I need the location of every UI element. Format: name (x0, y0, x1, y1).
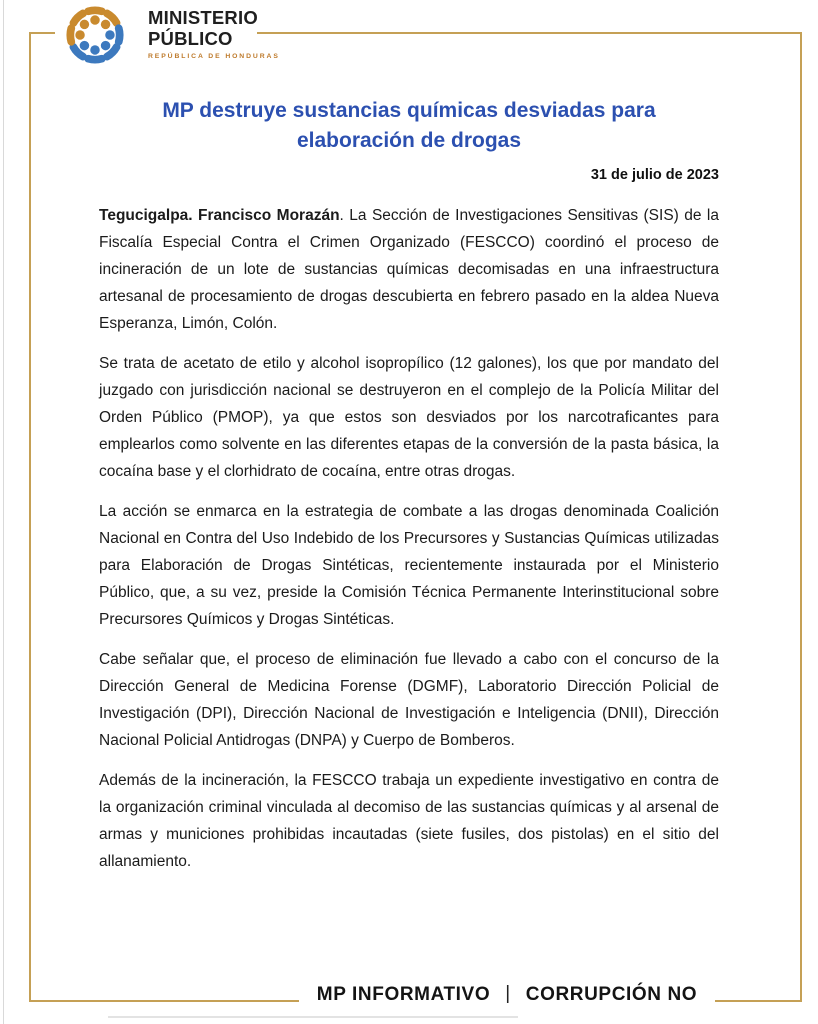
footer-separator: | (505, 983, 511, 1004)
ministerio-publico-logo (55, 0, 280, 72)
logo-title-line1: MINISTERIO (148, 7, 258, 28)
article-title-line1: MP destruye sustancias químicas desviadas para (162, 99, 656, 122)
logo-subtitle: REPÚBLICA DE HONDURAS (148, 53, 280, 60)
article-paragraph (99, 350, 719, 485)
logo-title-line2: PÚBLICO (148, 28, 233, 49)
footer-right-label: CORRUPCIÓN NO (525, 984, 698, 1005)
paragraph-text: Además de la incineración, la FESCCO trabaja un expediente investigativo en contra de la organización criminal vinculada al decomiso de las sustancias químicas y al arsenal de armas y municiones prohibidas incautadas (siete fusiles, dos pistolas) en el sitio del allanamiento. (99, 772, 719, 870)
paragraph-text: Cabe señalar que, el proceso de eliminación fue llevado a cabo con el concurso de la Dirección General de Medicina Forense (DGMF), Laboratorio Dirección Policial de Investigación (DPI), Dirección Nacional de Investigación e Inteligencia (DNII), Dirección Nacional Policial Antidrogas (DNPA) y Cuerpo de Bomberos. (99, 651, 719, 749)
article-paragraph (99, 202, 719, 337)
logo-wordmark (148, 2, 280, 60)
paragraph-text: La acción se enmarca en la estrategia de combate a las drogas denominada Coalición Nacional en Contra del Uso Indebido de los Precursores y Sustancias Químicas utilizadas para Elaboración de Drogas Sintéticas, recientemente instaurada por el Ministerio Público, que, a su vez, preside la Comisión Técnica Permanente Interinstitucional sobre Precursores Químicos y Drogas Sintéticas. (99, 503, 719, 628)
people-circle-emblem-icon (62, 2, 128, 68)
article-paragraph (99, 646, 719, 754)
paragraph-text: . La Sección de Investigaciones Sensitivas (SIS) de la Fiscalía Especial Contra el Crimen Organizado (FESCCO) coordinó el proceso de incineración de un lote de sustancias químicas decomisadas en una infraestructura artesanal de procesamiento de drogas descubierta en febrero pasado en la aldea Nueva Esperanza, Limón, Colón. (99, 207, 719, 332)
article-title (99, 96, 719, 156)
paragraph-text: Se trata de acetato de etilo y alcohol isopropílico (12 galones), los que por mandato del juzgado con jurisdicción nacional se destruyeron en el complejo de la Policía Militar del Orden Público (PMOP), ya que estos son desviados por los narcotraficantes para emplearlos como solvente en las diferentes etapas de la conversión de la pasta básica, la cocaína base y el clorhidrato de cocaína, entre otras drogas. (99, 355, 719, 480)
page-edge-shadow (108, 1016, 518, 1018)
article-paragraph (99, 498, 719, 633)
footer-banner (299, 977, 715, 1013)
page-edge-line (3, 0, 4, 1024)
article-body (99, 202, 719, 875)
paragraph-lead: Tegucigalpa. Francisco Morazán (99, 207, 340, 224)
article-date: 31 de julio de 2023 (590, 167, 719, 183)
footer-left-label: MP INFORMATIVO (316, 984, 491, 1005)
article-title-line2: elaboración de drogas (296, 129, 522, 152)
article-paragraph (99, 767, 719, 875)
article-content (99, 96, 719, 888)
